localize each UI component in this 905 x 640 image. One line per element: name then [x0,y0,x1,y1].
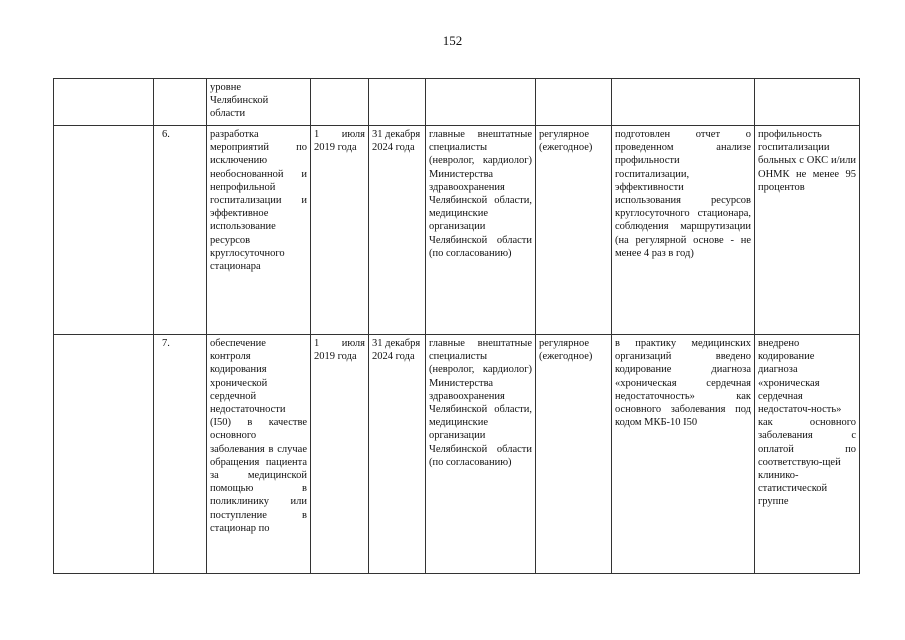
responsible-cell [426,79,536,126]
result-cell [612,79,755,126]
result-cell: в практику медицинских организаций введено кодирование диагноза «хроническая сердечная недостаточность» как основного заболевания под кодом МКБ-10 I50 [612,335,755,574]
start-date-cell: 1 июля 2019 года [311,126,369,335]
row-number-cell: 7. [154,335,207,574]
responsible-cell: главные внештатные специалисты (невролог, кардиолог) Министерства здравоохранения Челябинской области, медицинские организации Челябинской области (по согласованию) [426,335,536,574]
measure-text: обеспечение контроля кодирования хронической сердечной недостаточности (I50) в качестве основного заболевания в случае обращения пациента за медицинской помощью в поликлинику или поступление в стационар по [210,338,307,534]
measure-cell: разработка мероприятий по исключению необоснованной и непрофильной госпитализации и эффективное использование ресурсов круглосуточного стационара [207,126,311,335]
start-date-cell: 1 июля 2019 года [311,335,369,574]
row-number-cell: 6. [154,126,207,335]
measure-cell: уровне Челябинской области [207,79,311,126]
page-number: 152 [442,33,463,48]
blank-cell [54,79,154,126]
indicator-cell: внедрено кодирование диагноза «хроническая сердечная недостаточ-ность» как основного заболевания с оплатой по соответствую-щей клинико-статистической группе [755,335,860,574]
table-row [54,335,860,574]
kind-cell [536,79,612,126]
indicator-cell: профильность госпитализации больных с ОКС и/или ОНМК не менее 95 процентов [755,126,860,335]
table-row [54,126,860,335]
blank-cell [54,126,154,335]
end-date-cell [369,79,426,126]
activity-table [53,78,860,574]
end-date-cell: 31 декабря 2024 года [369,126,426,335]
responsible-cell: главные внештатные специалисты (невролог, кардиолог) Министерства здравоохранения Челябинской области, медицинские организации Челябинской области (по согласованию) [426,126,536,335]
end-date-cell: 31 декабря 2024 года [369,335,426,574]
measure-cell [207,335,311,574]
indicator-cell [755,79,860,126]
table-row [54,79,860,126]
kind-cell: регулярное (ежегодное) [536,126,612,335]
start-date-cell [311,79,369,126]
row-number-cell [154,79,207,126]
result-cell: подготовлен отчет о проведенном анализе профильности госпитализации, эффективности использования ресурсов круглосуточного стационара, соблюдения маршрутизации (на регулярной основе - не менее 4 раз в год) [612,126,755,335]
blank-cell [54,335,154,574]
kind-cell: регулярное (ежегодное) [536,335,612,574]
